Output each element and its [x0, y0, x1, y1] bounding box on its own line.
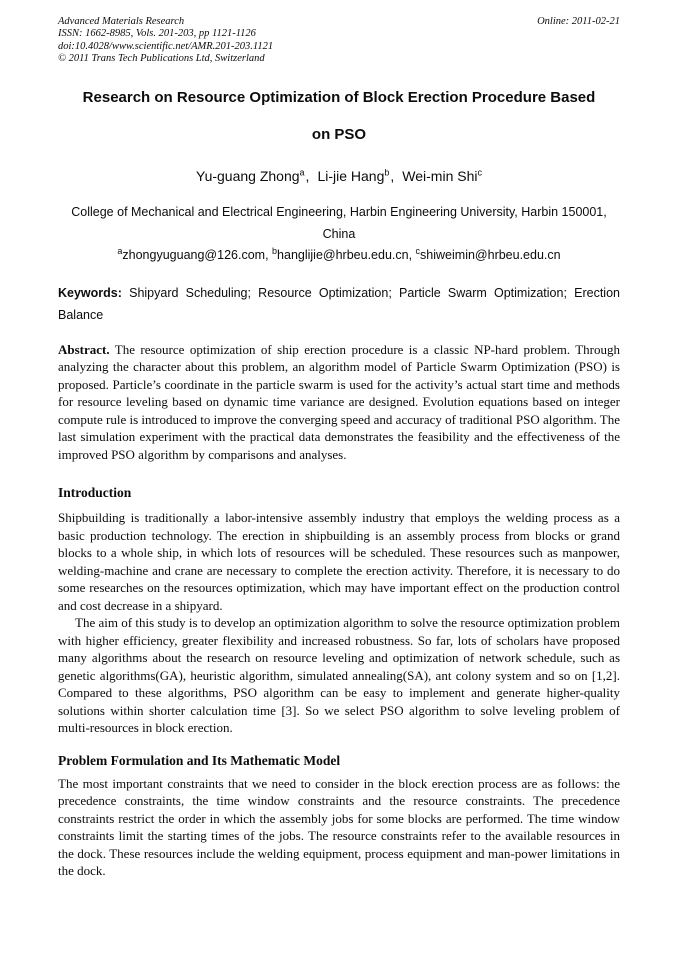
email-superscript: c [415, 245, 421, 256]
abstract-block [58, 341, 620, 464]
title-line-1: Research on Resource Optimization of Block Erection Procedure Based [82, 88, 596, 106]
abstract-label: Abstract. [58, 341, 110, 357]
affiliation-line-1: College of Mechanical and Electrical Engineering, Harbin Engineering University, Harbin 150001, [71, 204, 607, 219]
author-name: Li-jie Hang [317, 167, 385, 184]
title-line-2: on PSO [311, 125, 367, 143]
author-name: Wei-min Shi [402, 167, 478, 184]
journal-name: Advanced Materials Research [58, 16, 185, 27]
affiliation-line-2: China [322, 226, 356, 241]
author-name: Yu-guang Zhong [196, 167, 300, 184]
author-superscript: b [384, 166, 390, 177]
email-superscript: b [272, 245, 278, 256]
paragraph-problem-formulation-1: The most important constraints that we need to consider in the block erection process are as follows: the precedence constraints, the time window constraints and the resource constraints. The precedence constraints restrict the order in which the assembly jobs for some blocks are performed. The time window constraints limit the starting times of the jobs. The resource constraints refer to the available resources in the dock. These resources include the welding equipment, process equipment and man-power limitations in the dock. [58, 775, 620, 879]
paper-title [58, 89, 620, 144]
author-3 [402, 168, 482, 184]
publication-header [58, 16, 620, 66]
author-separator: , [390, 167, 395, 184]
section-heading-introduction: Introduction [58, 485, 132, 501]
authors-line [58, 167, 620, 185]
doi-line: doi:10.4028/www.scientific.net/AMR.201-203.1121 [58, 40, 274, 52]
email-address: shiweimin@hrbeu.edu.cn [420, 247, 561, 262]
keywords-text: Shipyard Scheduling; Resource Optimization; Particle Swarm Optimization; Erection Balance [58, 285, 620, 322]
section-heading-problem-formulation: Problem Formulation and Its Mathematic Model [58, 752, 341, 768]
email-separator: , [265, 247, 269, 262]
author-2 [317, 168, 402, 184]
paragraph-introduction-2: The aim of this study is to develop an optimization algorithm to solve the resource optimization problem with higher efficiency, greater flexibility and increased robustness. So far, lots of scholars have proposed many algorithms about the research on resource leveling and optimization of network schedule, such as genetic algorithms(GA), heuristic algorithm, simulated annealing(SA), ant colony system and so on [1,2]. Compared to these algorithms, PSO algorithm can be easy to implement and generate higher-quality solutions within shorter calculation time [3]. So we select PSO algorithm to solve leveling problem of multi-resources in block erection. [58, 615, 620, 736]
affiliation [58, 201, 620, 245]
keywords-block [58, 282, 620, 326]
author-superscript: c [477, 166, 482, 177]
author-superscript: a [299, 166, 305, 177]
abstract-text: The resource optimization of ship erection procedure is a classic NP-hard problem. Through analyzing the character about this problem, an algorithm model of Particle Swarm Optimization (PSO) is proposed. Particle’s coordinate in the particle swarm is used for the activity’s actual start time and methods for resource leveling based on dynamic time variance are designed. Evolution equations based on integer compute rule is introduced to improve the converging speed and accuracy of traditional PSO algorithm. The last simulation experiment with the practical data demonstrates the feasibility and the effectiveness of the improved PSO algorithm by comparisons and analyses. [58, 341, 620, 462]
author-1 [196, 168, 317, 184]
email-address: hanglijie@hrbeu.edu.cn [277, 247, 409, 262]
email-address: zhongyuguang@126.com [122, 247, 266, 262]
online-date: Online: 2011-02-21 [537, 16, 620, 27]
keywords-label: Keywords: [58, 285, 122, 300]
issn-line: ISSN: 1662-8985, Vols. 201-203, pp 1121-1126 [58, 28, 256, 40]
author-emails [58, 245, 620, 262]
email-item-1 [117, 245, 269, 262]
email-item-3 [415, 245, 561, 262]
email-separator: , [408, 247, 413, 262]
paragraph-introduction-1: Shipbuilding is traditionally a labor-intensive assembly industry that employs the welding process as a basic production technology. The erection in shipbuilding is an assembly process from blocks or grand blocks to a whole ship, in which lots of resources will be scheduled. These resources such as manpower, welding-machine and crane are necessary to complete the erection activity. Therefore, it is necessary to do some researches on the resources optimization, which may have important effect on the production control and cost decrease in a shipyard. [58, 510, 620, 613]
publication-info [58, 16, 273, 66]
email-item-2 [272, 245, 413, 262]
copyright-line: © 2011 Trans Tech Publications Ltd, Switzerland [58, 53, 265, 65]
author-separator: , [305, 167, 310, 184]
email-superscript: a [117, 245, 123, 256]
